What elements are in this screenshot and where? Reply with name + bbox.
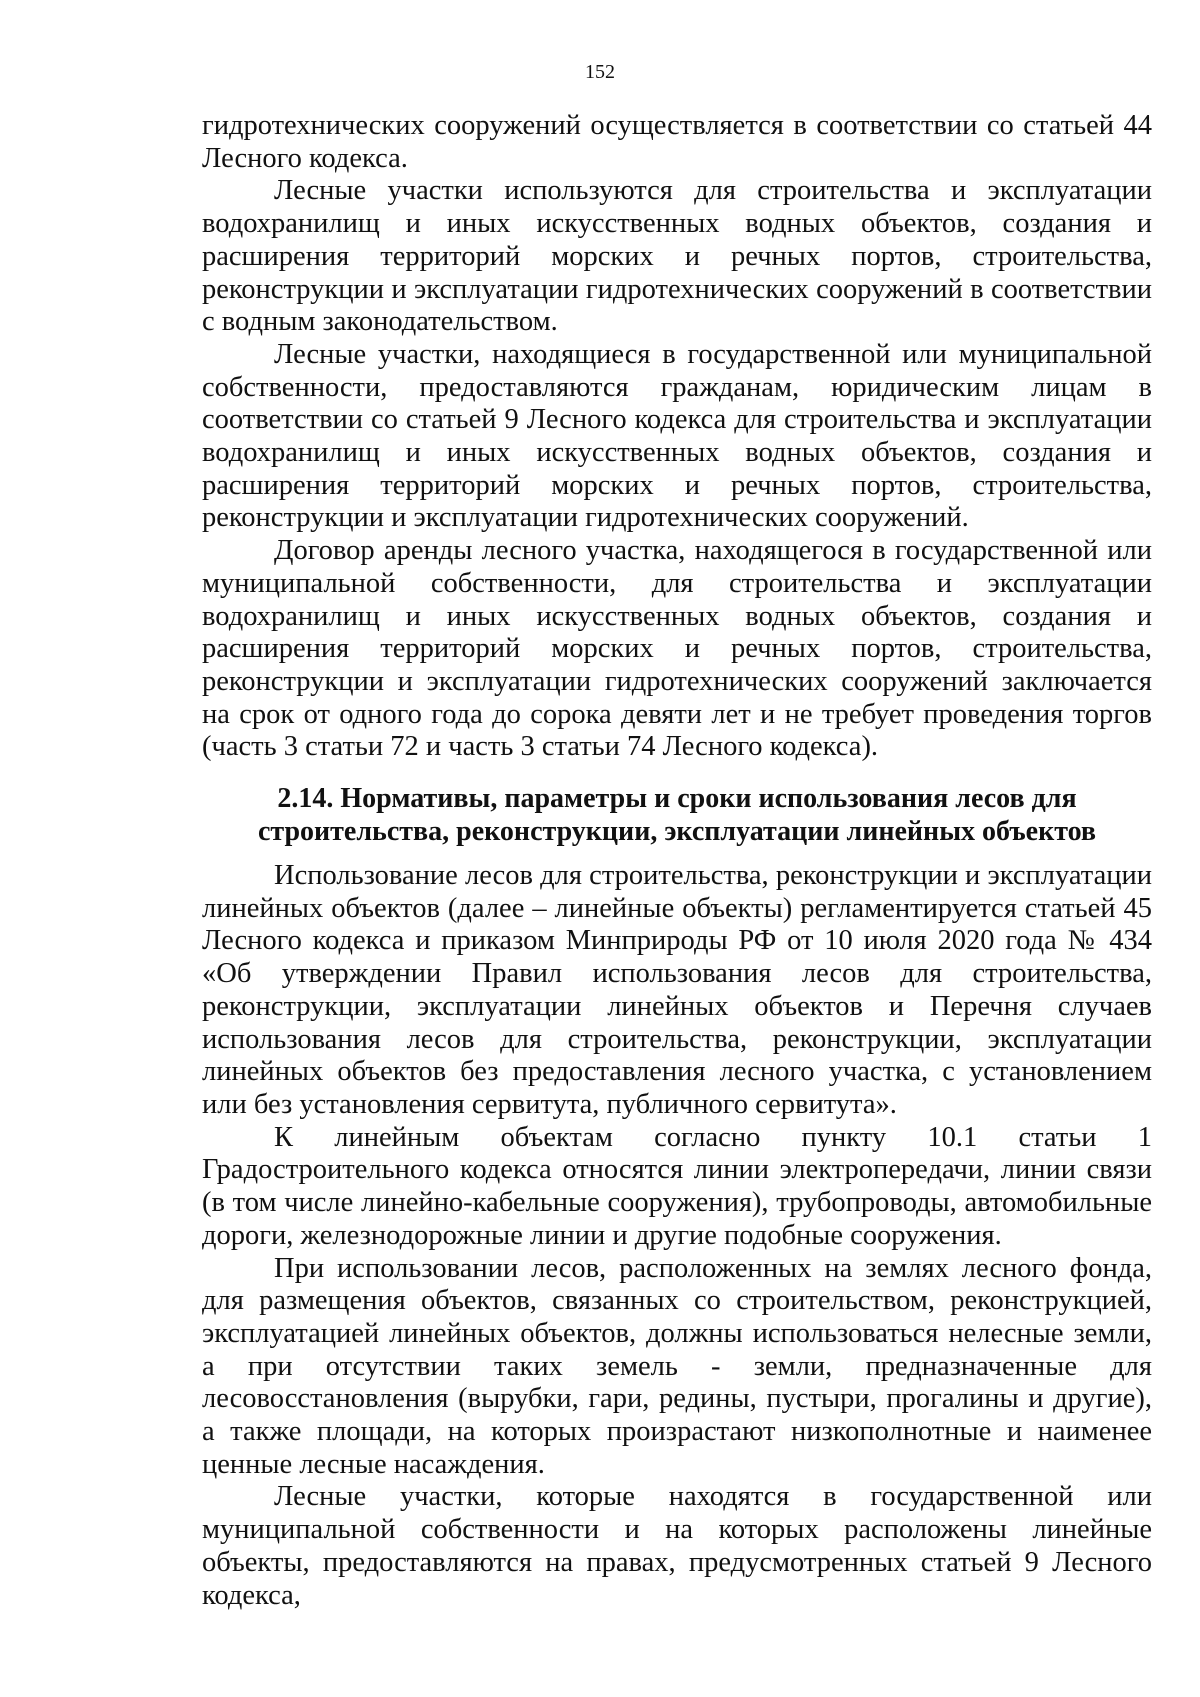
section-heading-line-1: 2.14. Нормативы, параметры и сроки использования лесов для bbox=[277, 783, 1077, 815]
paragraph: Договор аренды лесного участка, находящегося в государственной или муниципальной собственности, для строительства и эксплуатации водохранилищ и иных искусственных водных объектов, создания и расширения территорий морских и речных портов, строительства, реконструкции и эксплуатации гидротехнических сооружений заключается на срок от одного года до сорока девяти лет и не требует проведения торгов (часть 3 статьи 72 и часть 3 статьи 74 Лесного кодекса). bbox=[202, 535, 1152, 763]
paragraph-continuation: гидротехнических сооружений осуществляется в соответствии со статьей 44 Лесного кодекса. bbox=[202, 110, 1152, 174]
paragraph: Лесные участки, которые находятся в государственной или муниципальной собственности и на которых расположены линейные объекты, предоставляются на правах, предусмотренных статьей 9 Лесного кодекса, bbox=[202, 1481, 1152, 1611]
paragraph: При использовании лесов, расположенных на землях лесного фонда, для размещения объектов, связанных со строительством, реконструкцией, эксплуатацией линейных объектов, должны использоваться нелесные земли, а при отсутствии таких земель - земли, предназначенные для лесовосстановления (вырубки, гари, редины, пустыри, прогалины и другие), а также площади, на которых произрастают низкополнотные и наименее ценные лесные насаждения. bbox=[202, 1252, 1152, 1480]
paragraph: Лесные участки используются для строительства и эксплуатации водохранилищ и иных искусственных водных объектов, создания и расширения территорий морских и речных портов, строительства, реконструкции и эксплуатации гидротехнических сооружений в соответствии с водным законодательством. bbox=[202, 175, 1152, 338]
page-number: 152 bbox=[585, 61, 615, 83]
paragraph: К линейным объектам согласно пункту 10.1 статьи 1 Градостроительного кодекса относятся линии электропередачи, линии связи (в том числе линейно-кабельные сооружения), трубопроводы, автомобильные дороги, железнодорожные линии и другие подобные сооружения. bbox=[202, 1121, 1152, 1251]
paragraph: Использование лесов для строительства, реконструкции и эксплуатации линейных объектов (далее – линейные объекты) регламентируется статьей 45 Лесного кодекса и приказом Минприроды РФ от 10 июля 2020 года № 434 «Об утверждении Правил использования лесов для строительства, реконструкции, эксплуатации линейных объектов и Перечня случаев использования лесов для строительства, реконструкции, эксплуатации линейных объектов без предоставления лесного участка, с установлением или без установления сервитута, публичного сервитута». bbox=[202, 860, 1152, 1120]
page-content bbox=[202, 110, 1152, 1612]
paragraph: Лесные участки, находящиеся в государственной или муниципальной собственности, предоставляются гражданам, юридическим лицам в соответствии со статьей 9 Лесного кодекса для строительства и эксплуатации водохранилищ и иных искусственных водных объектов, создания и расширения территорий морских и речных портов, строительства, реконструкции и эксплуатации гидротехнических сооружений. bbox=[202, 338, 1152, 534]
section-heading bbox=[202, 782, 1152, 848]
section-heading-line-2: строительства, реконструкции, эксплуатации линейных объектов bbox=[257, 816, 1097, 848]
